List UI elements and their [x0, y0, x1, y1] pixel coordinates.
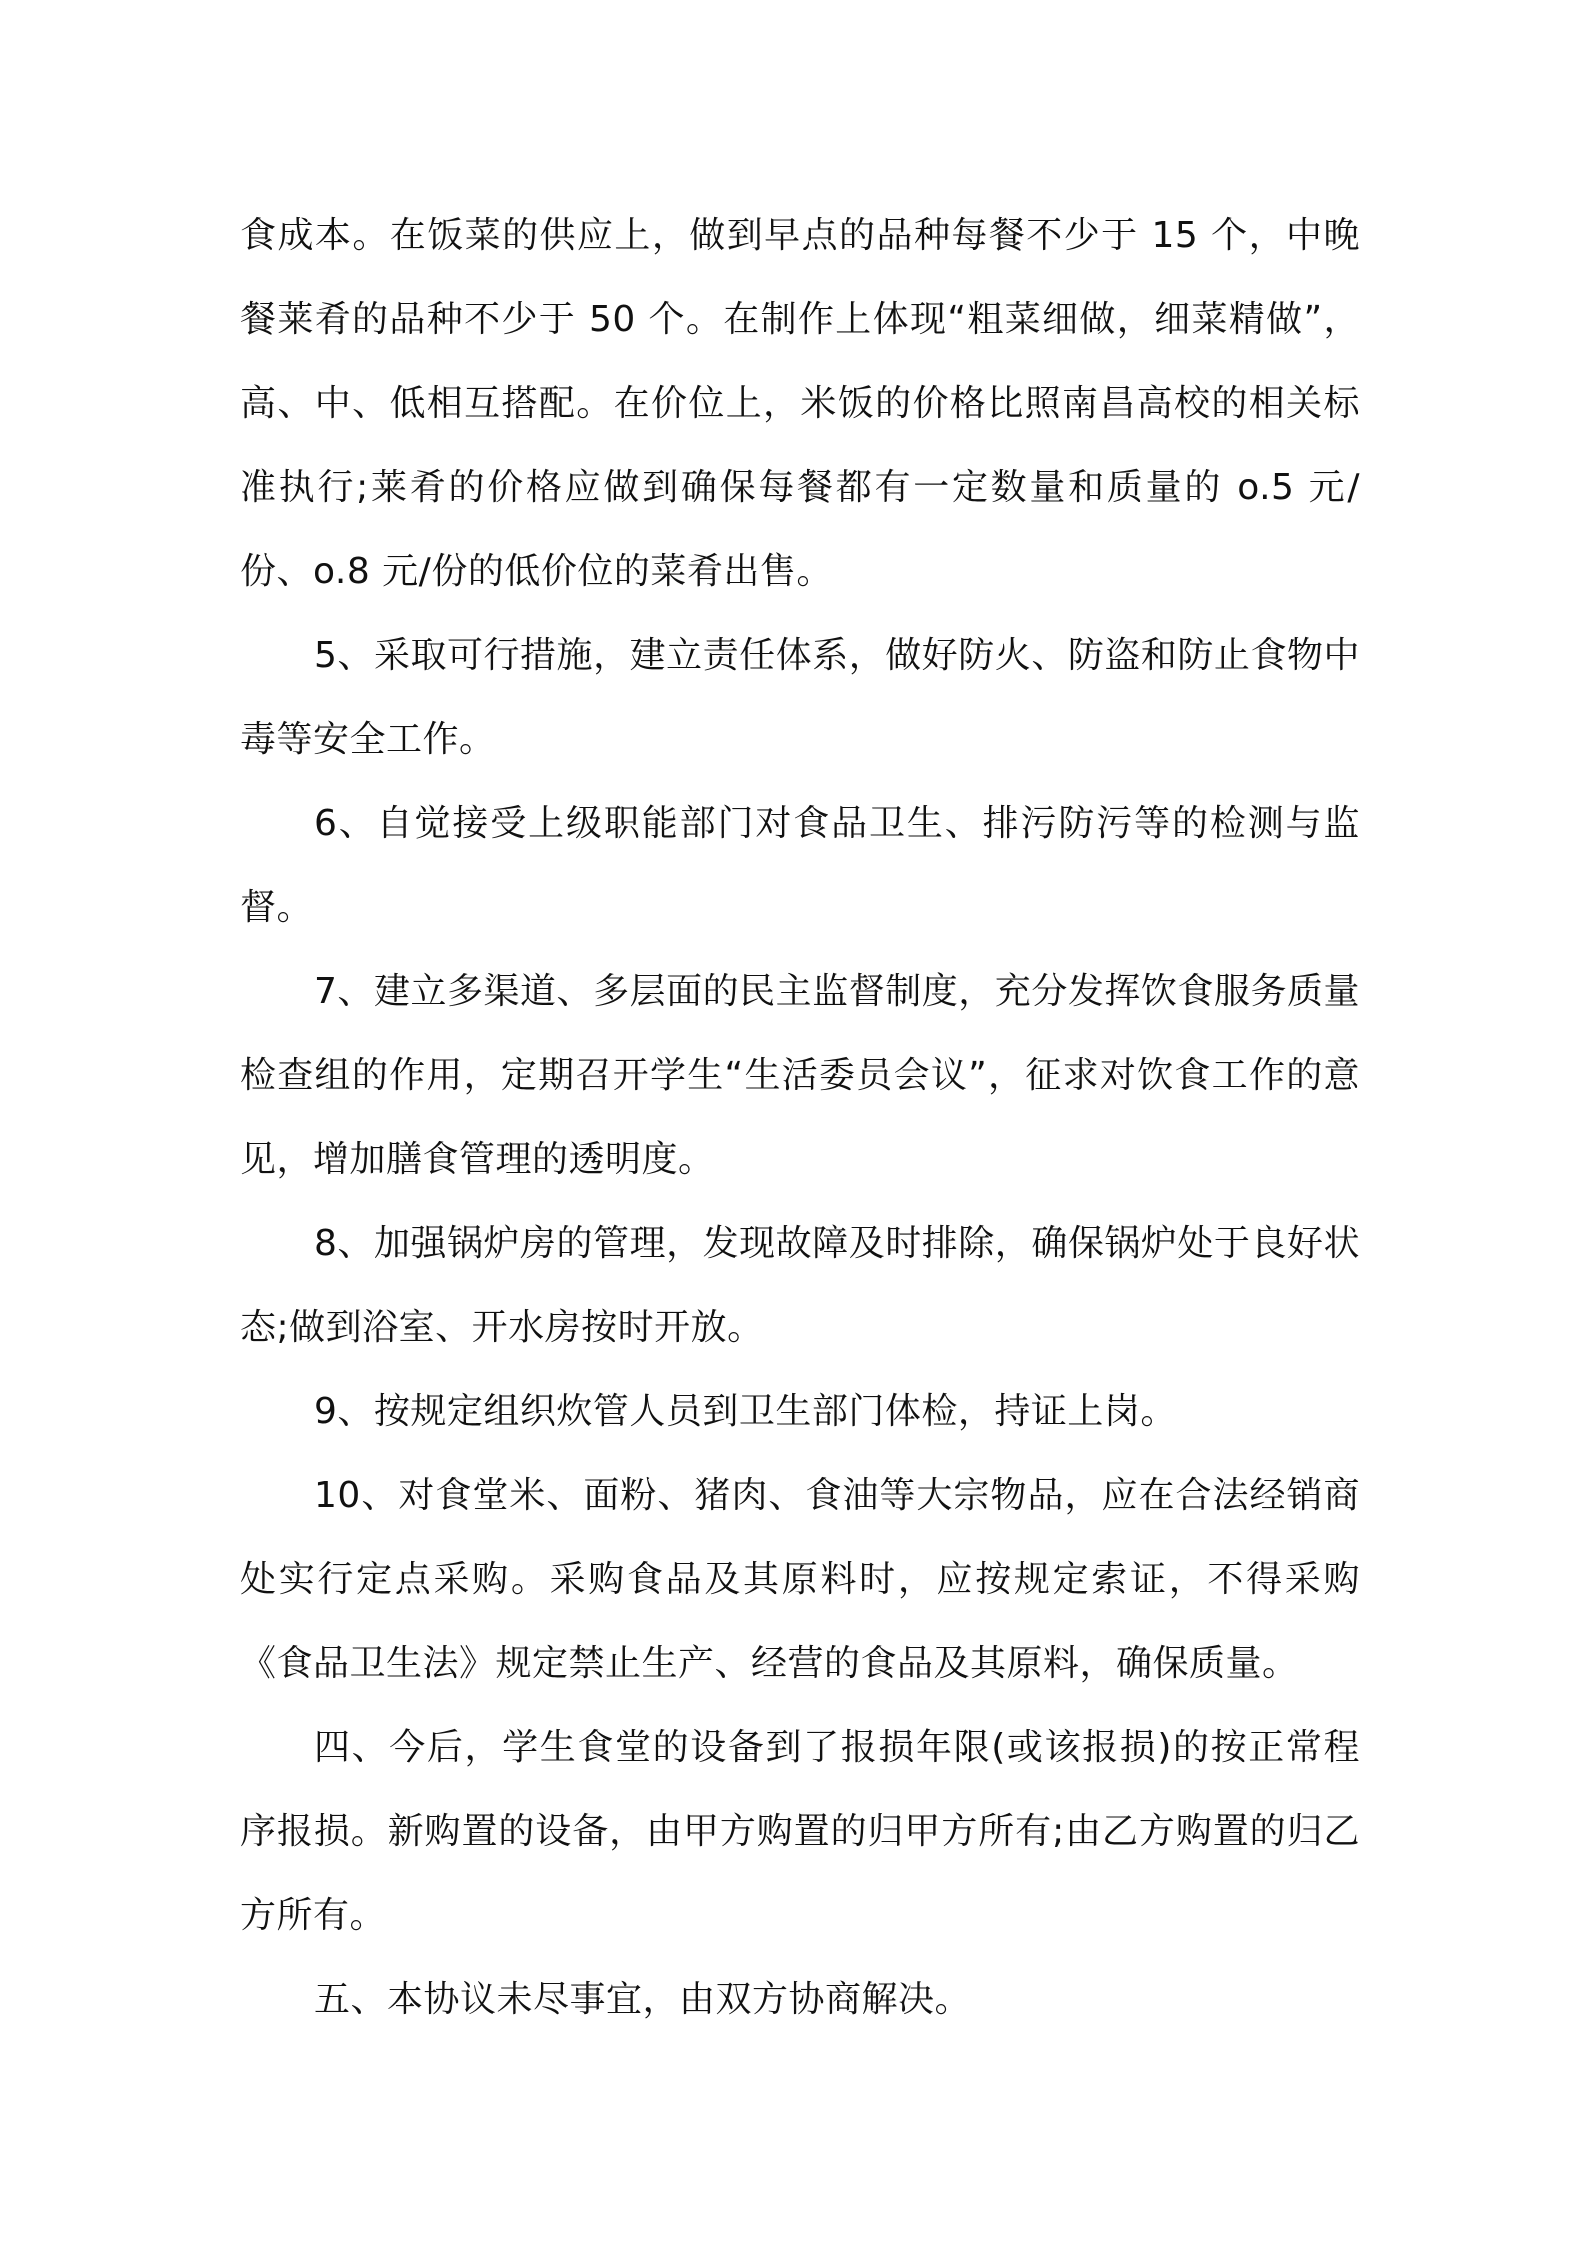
paragraph-item-8-boiler-room: 8、加强锅炉房的管理，发现故障及时排除，确保锅炉处于良好状态;做到浴室、开水房按时开放。: [240, 1223, 1360, 1348]
document-body: [240, 194, 1360, 2042]
paragraph-catering-cost-continued: 食成本。在饭菜的供应上，做到早点的品种每餐不少于 15 个，中晚餐莱肴的品种不少于 50 个。在制作上体现“粗菜细做，细菜精做”，高、中、低相互搭配。在价位上，米饭的价格比照南昌高校的相关标准执行;莱肴的价格应做到确保每餐都有一定数量和质量的 o.5 元/份、o.8 元/份的低价位的菜肴出售。: [240, 215, 1360, 592]
paragraph-item-6-supervision: 6、自觉接受上级职能部门对食品卫生、排污防污等的检测与监督。: [240, 803, 1360, 928]
paragraph-item-5-safety: 5、采取可行措施，建立责任体系，做好防火、防盗和防止食物中毒等安全工作。: [240, 635, 1360, 760]
paragraph-item-9-health-check: 9、按规定组织炊管人员到卫生部门体检，持证上岗。: [314, 1391, 1177, 1432]
paragraph-item-7-democratic-supervision: 7、建立多渠道、多层面的民主监督制度，充分发挥饮食服务质量检查组的作用，定期召开学生“生活委员会议”，征求对饮食工作的意见，增加膳食管理的透明度。: [240, 971, 1360, 1180]
paragraph-section-4-equipment: 四、今后，学生食堂的设备到了报损年限(或该报损)的按正常程序报损。新购置的设备，由甲方购置的归甲方所有;由乙方购置的归乙方所有。: [240, 1727, 1360, 1936]
paragraph-item-10-procurement: 10、对食堂米、面粉、猪肉、食油等大宗物品，应在合法经销商处实行定点采购。采购食品及其原料时，应按规定索证，不得采购《食品卫生法》规定禁止生产、经营的食品及其原料，确保质量。: [240, 1475, 1360, 1684]
paragraph-section-5-other-matters: 五、本协议未尽事宜，由双方协商解决。: [314, 1979, 972, 2020]
